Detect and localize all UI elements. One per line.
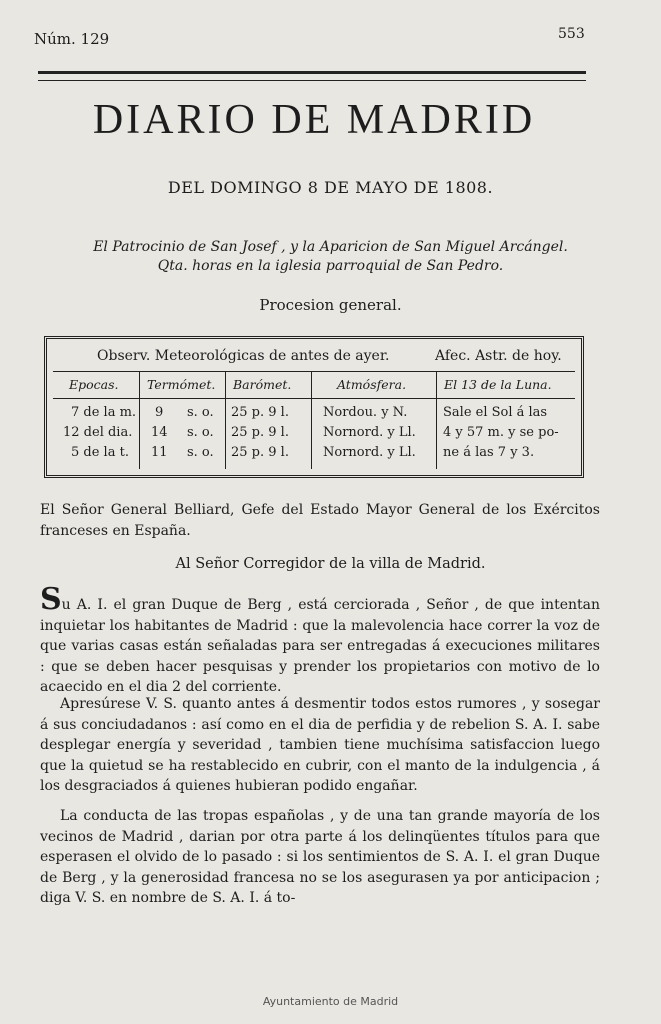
col-header-atmosfera: Atmósfera. [337, 377, 407, 392]
weather-table-title: Observ. Meteorológicas de antes de ayer. [97, 348, 390, 364]
letter-paragraph-2: Apresúrese V. S. quanto antes á desmentir todos estos rumores , y sosegar á sus conciudadanos : así como en el dia de perfidia y de rebelion S. A. I. sabe desplegar energía y severidad , tambien tiene muchísima satisfaccion luego que la quietud se ha restablecido en cubrir, con el manto de la indulgencia , á los desgraciados á quienes hubieran podido engañar. [40, 696, 600, 794]
patrocinio-line-2: Qta. horas en la iglesia parroquial de San Pedro. [157, 258, 504, 274]
row3-barometro: 25 p. 9 l. [231, 445, 289, 460]
letter-paragraph-3: La conducta de las tropas españolas , y de una tan grande mayoría de los vecinos de Madrid , darian por otra parte á los delinqüentes títulos para que esperasen el olvido de lo pasado : si los sentimientos de S. A. I. el gran Duque de Berg , y la generosidad francesa no se los asegurasen ya por anticipacion ; diga V. S. en nombre de S. A. I. á to- [40, 808, 600, 906]
page-number: 553 [558, 26, 585, 42]
row1-atmosfera: Nordou. y N. [323, 405, 408, 420]
patrocinio-notice [0, 238, 661, 276]
belliard-notice: El Señor General Belliard, Gefe del Estado Mayor General de los Exércitos franceses en España. [40, 502, 600, 539]
col-divider [225, 371, 226, 469]
col-header-termometro: Termómet. [147, 377, 216, 392]
col-header-luna: El 13 de la Luna. [444, 377, 552, 392]
letter-paragraph-1-text: u A. I. el gran Duque de Berg , está cerciorada , Señor , de que intentan inquietar los habitantes de Madrid : que la malevolencia hace correr la voz de que varias casas están señaladas para ser entregadas á execuciones militares : que se deben hacer pesquisas y prender los propietarios con motivo de lo acaecido en el dia 2 del corriente. [40, 597, 600, 695]
letter-paragraph-1 [40, 582, 600, 698]
row3-epoca: 5 de la t. [71, 445, 129, 460]
col-header-epocas: Epocas. [69, 377, 119, 392]
masthead-title: DIARIO DE MADRID [92, 97, 536, 143]
row2-barometro: 25 p. 9 l. [231, 425, 289, 440]
row1-term-dir: s. o. [187, 405, 214, 420]
row1-epoca: 7 de la m. [71, 405, 137, 420]
issue-date: DEL DOMINGO 8 DE MAYO DE 1808. [167, 178, 494, 197]
row2-termometro: 14 [151, 425, 168, 440]
row1-termometro: 9 [155, 405, 164, 420]
table-rule-top [53, 371, 575, 372]
astro-line-1: Sale el Sol á las [443, 405, 548, 420]
astro-table-title: Afec. Astr. de hoy. [435, 348, 562, 364]
patrocinio-line-1: El Patrocinio de San Josef , y la Aparicion de San Miguel Arcángel. [93, 239, 568, 255]
weather-table [44, 336, 584, 478]
row3-term-dir: s. o. [187, 445, 214, 460]
col-divider [311, 371, 312, 469]
row2-epoca: 12 del dia. [63, 425, 133, 440]
header-rule-thick [38, 71, 586, 74]
row3-atmosfera: Nornord. y Ll. [323, 445, 416, 460]
row3-termometro: 11 [151, 445, 168, 460]
procesion-notice: Procesion general. [259, 296, 402, 314]
row1-barometro: 25 p. 9 l. [231, 405, 289, 420]
footer-credit: Ayuntamiento de Madrid [262, 995, 399, 1008]
col-divider [139, 371, 140, 469]
astro-line-2: 4 y 57 m. y se po- [443, 425, 559, 440]
astro-line-3: ne á las 7 y 3. [443, 445, 535, 460]
col-divider [436, 371, 437, 469]
col-header-barometro: Barómet. [233, 377, 292, 392]
header-rule-thin [38, 80, 586, 81]
row2-atmosfera: Nornord. y Ll. [323, 425, 416, 440]
table-rule-header [53, 398, 575, 399]
drop-cap: S [40, 582, 62, 617]
letter-heading: Al Señor Corregidor de la villa de Madrid. [175, 556, 486, 572]
row2-term-dir: s. o. [187, 425, 214, 440]
issue-number: Núm. 129 [34, 30, 110, 48]
